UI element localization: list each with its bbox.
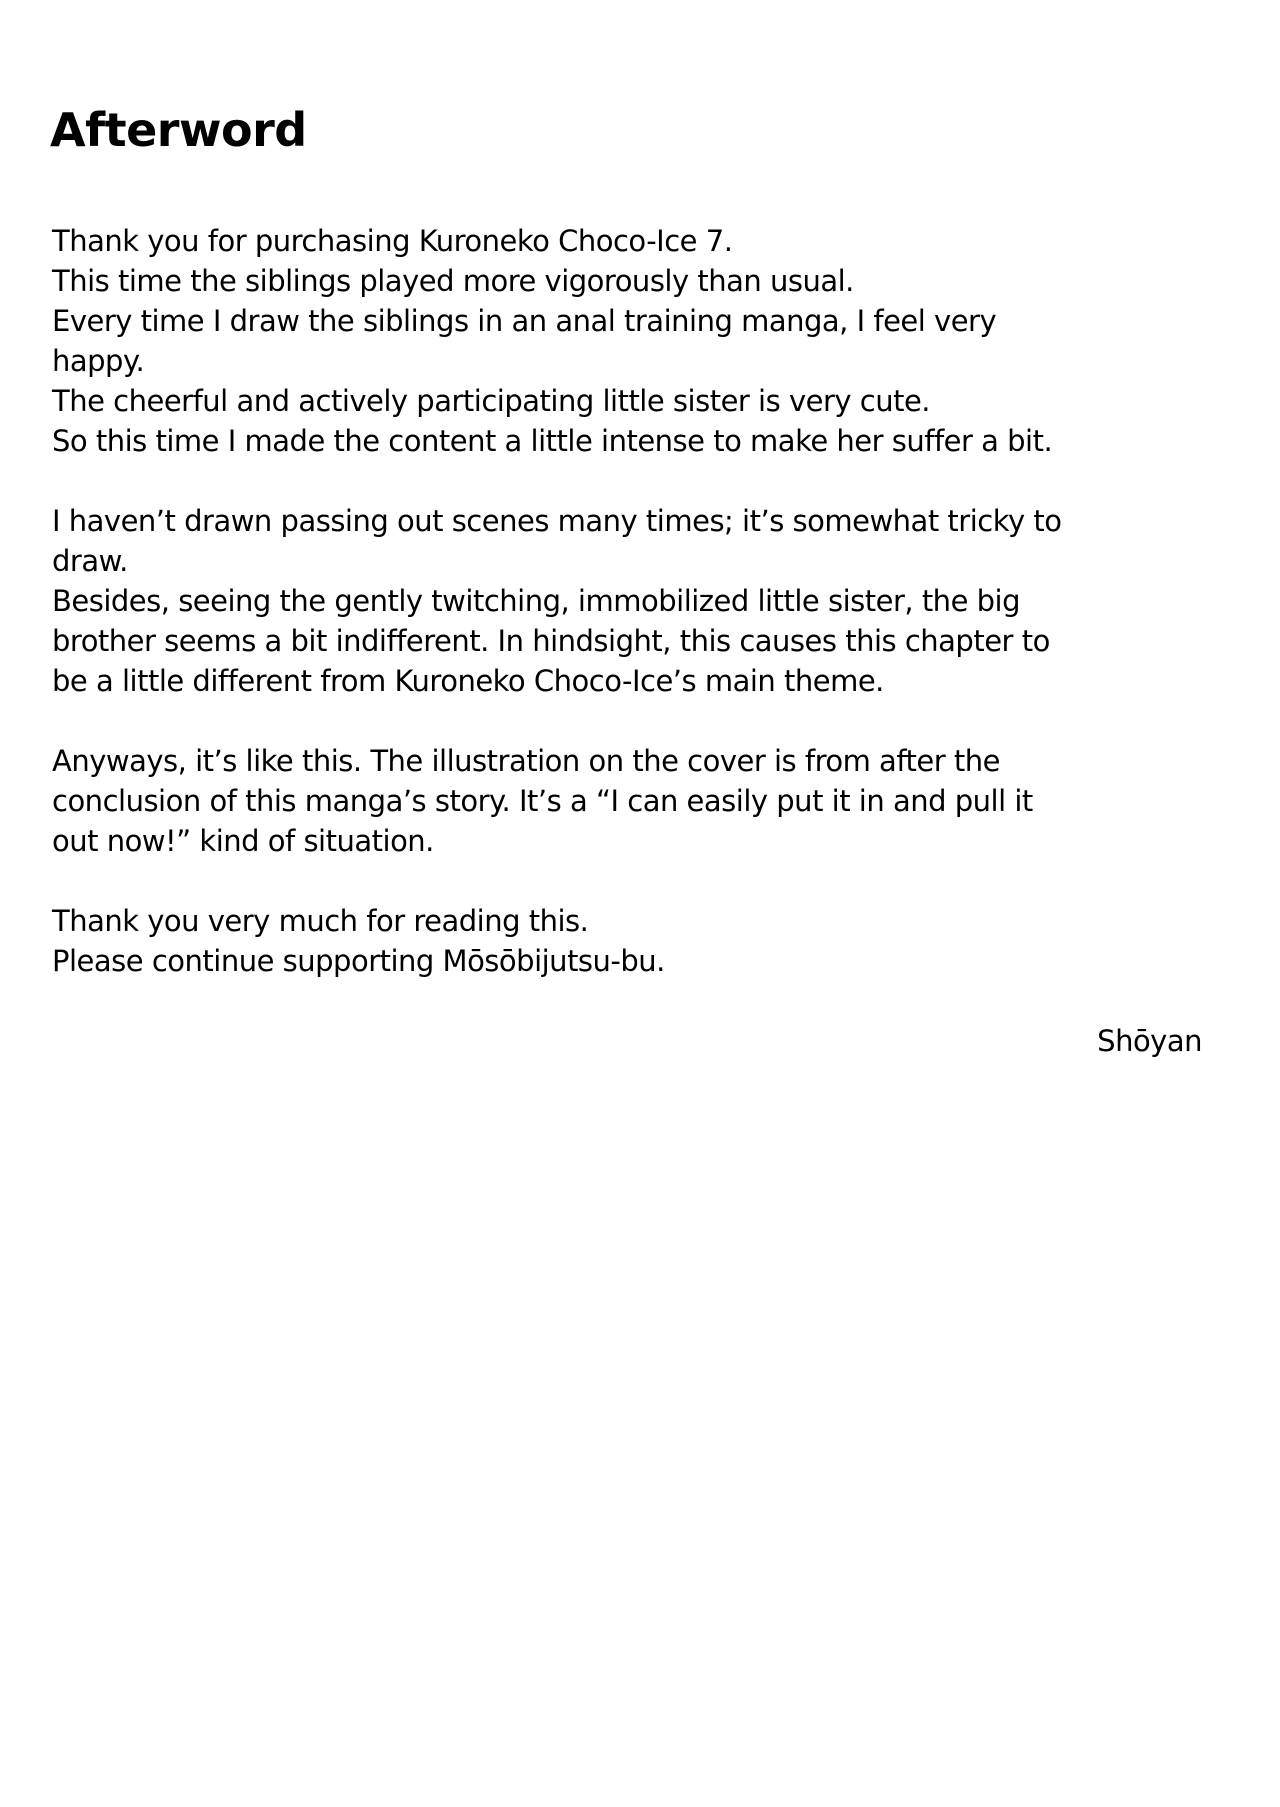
paragraph (52, 741, 1202, 861)
text-line: Please continue supporting Mōsōbijutsu-bu. (52, 944, 665, 978)
text-line: Anyways, it’s like this. The illustration on the cover is from after the (52, 744, 1000, 778)
text-line: out now!” kind of situation. (52, 824, 434, 858)
page-title: Afterword (50, 103, 307, 157)
text-line: So this time I made the content a little intense to make her suffer a bit. (52, 424, 1053, 458)
text-line: I haven’t drawn passing out scenes many times; it’s somewhat tricky to (52, 504, 1062, 538)
text-line: conclusion of this manga’s story. It’s a “I can easily put it in and pull it (52, 784, 1033, 818)
author-signature: Shōyan (1097, 1024, 1202, 1058)
text-line: This time the siblings played more vigorously than usual. (52, 264, 854, 298)
paragraph (52, 901, 1202, 981)
text-line: brother seems a bit indifferent. In hindsight, this causes this chapter to (52, 624, 1050, 658)
text-line: draw. (52, 544, 128, 578)
text-line: Every time I draw the siblings in an anal training manga, I feel very (52, 304, 997, 338)
text-line: Thank you for purchasing Kuroneko Choco-Ice 7. (52, 224, 733, 258)
text-line: Besides, seeing the gently twitching, immobilized little sister, the big (52, 584, 1020, 618)
text-line: happy. (52, 344, 145, 378)
afterword-text (52, 221, 1202, 1061)
text-line: Thank you very much for reading this. (52, 904, 589, 938)
paragraph (52, 501, 1202, 701)
text-line: be a little different from Kuroneko Choco-Ice’s main theme. (52, 664, 884, 698)
text-line: The cheerful and actively participating little sister is very cute. (52, 384, 931, 418)
paragraph (52, 221, 1202, 461)
